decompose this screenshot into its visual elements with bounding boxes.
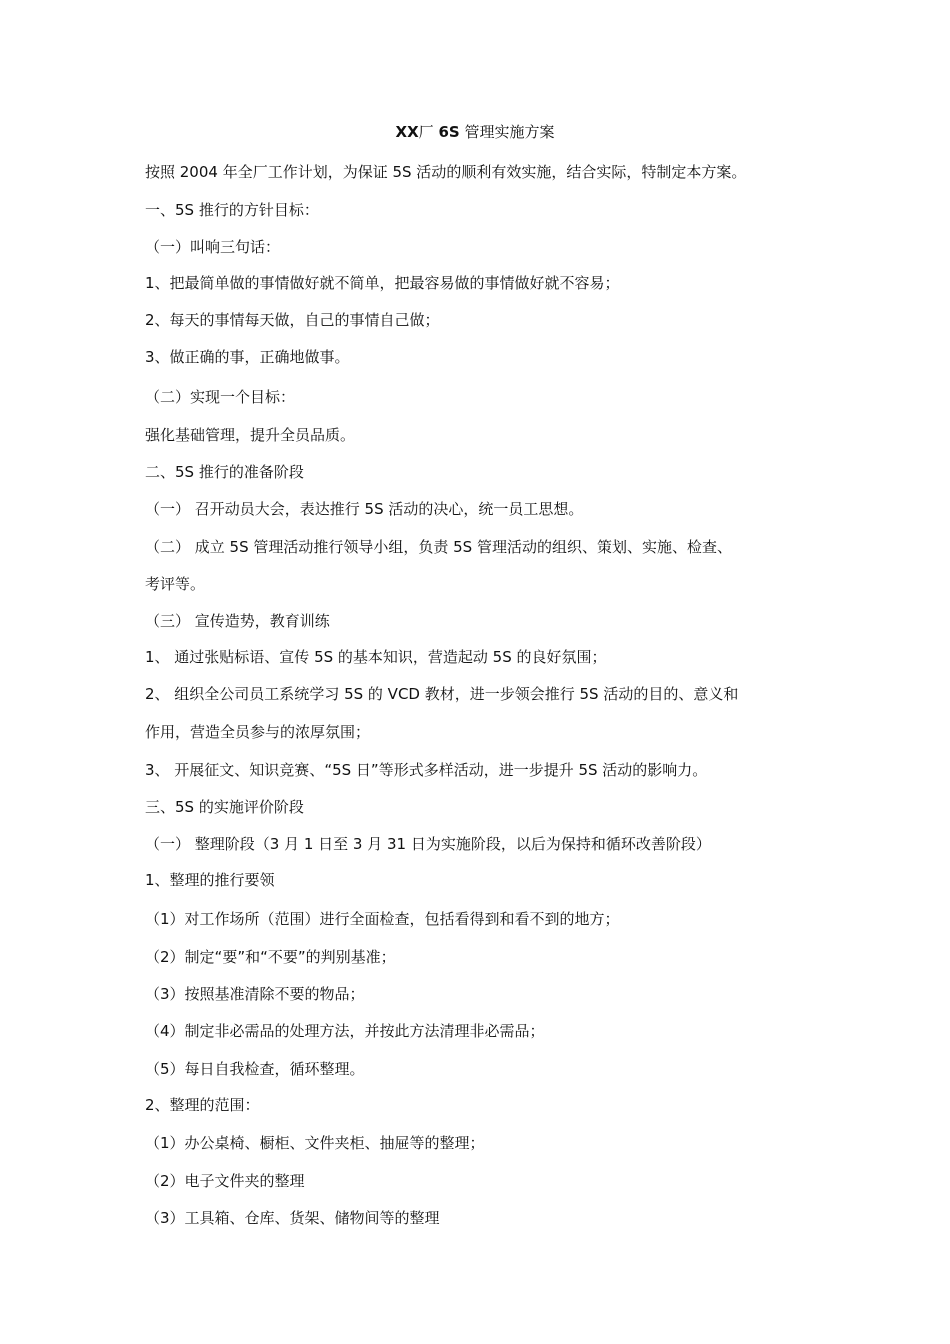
list-item: （一） 整理阶段（3 月 1 日至 3 月 31 日为实施阶段，以后为保持和循环改善阶段） bbox=[145, 835, 711, 853]
title-code: XX bbox=[395, 123, 419, 141]
subsection-1-2-heading: （二）实现一个目标： bbox=[145, 388, 296, 406]
list-item: 1、 通过张贴标语、宣传 5S 的基本知识，营造起动 5S 的良好氛围； bbox=[145, 648, 607, 666]
list-item: （2）制定“要”和“不要”的判别基准； bbox=[145, 948, 396, 966]
title-factory: 厂 bbox=[418, 123, 439, 141]
list-item: （3）工具箱、仓库、货架、储物间等的整理 bbox=[145, 1209, 440, 1227]
list-item: （二） 成立 5S 管理活动推行领导小组，负责 5S 管理活动的组织、策划、实施、检查、 bbox=[145, 538, 732, 556]
list-item: 2、每天的事情每天做，自己的事情自己做； bbox=[145, 311, 440, 329]
list-item: （三） 宣传造势，教育训练 bbox=[145, 612, 330, 630]
title-rest: 管理实施方案 bbox=[459, 123, 555, 141]
list-item: 1、把最简单做的事情做好就不简单，把最容易做的事情做好就不容易； bbox=[145, 274, 620, 292]
list-item-continuation: 考评等。 bbox=[145, 575, 206, 593]
subsection-1-1-heading: （一）叫响三句话： bbox=[145, 238, 281, 256]
list-item: （4）制定非必需品的处理方法，并按此方法清理非必需品； bbox=[145, 1022, 545, 1040]
section-3-heading: 三、5S 的实施评价阶段 bbox=[145, 798, 304, 816]
paragraph: 强化基础管理，提升全员品质。 bbox=[145, 426, 356, 444]
list-item: 2、整理的范围： bbox=[145, 1096, 260, 1114]
list-item: （1）对工作场所（范围）进行全面检查，包括看得到和看不到的地方； bbox=[145, 910, 620, 928]
list-item: 2、 组织全公司员工系统学习 5S 的 VCD 教材，进一步领会推行 5S 活动的目的、意义和 bbox=[145, 685, 739, 703]
list-item: （2）电子文件夹的整理 bbox=[145, 1172, 305, 1190]
list-item: （一） 召开动员大会，表达推行 5S 活动的决心，统一员工思想。 bbox=[145, 500, 584, 518]
list-item: （1）办公桌椅、橱柜、文件夹柜、抽屉等的整理； bbox=[145, 1134, 485, 1152]
list-item-continuation: 作用，营造全员参与的浓厚氛围； bbox=[145, 723, 371, 741]
list-item: 3、 开展征文、知识竞赛、“5S 日”等形式多样活动，进一步提升 5S 活动的影响力。 bbox=[145, 761, 708, 779]
document-title bbox=[0, 120, 950, 144]
title-6s: 6S bbox=[438, 123, 460, 141]
section-2-heading: 二、5S 推行的准备阶段 bbox=[145, 463, 304, 481]
section-1-heading: 一、5S 推行的方针目标： bbox=[145, 201, 319, 219]
intro-paragraph: 按照 2004 年全厂工作计划，为保证 5S 活动的顺利有效实施，结合实际，特制定本方案。 bbox=[145, 163, 747, 181]
list-item: 3、做正确的事，正确地做事。 bbox=[145, 348, 350, 366]
list-item: （3）按照基准清除不要的物品； bbox=[145, 985, 365, 1003]
list-item: （5）每日自我检查，循环整理。 bbox=[145, 1060, 365, 1078]
list-item: 1、整理的推行要领 bbox=[145, 871, 275, 889]
